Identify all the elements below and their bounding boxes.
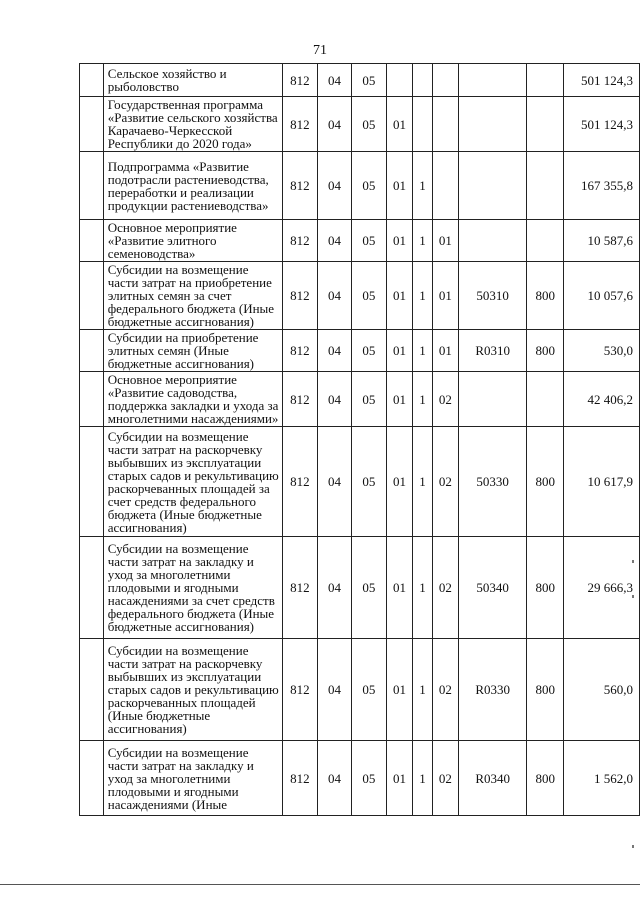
subprogram-code-cell: 1	[413, 537, 432, 639]
subsection-code-cell: 05	[351, 330, 386, 372]
subsection-code-cell: 05	[351, 639, 386, 741]
subsection-code-cell: 05	[351, 152, 386, 220]
event-code-cell	[432, 64, 458, 97]
expense-name-cell: Основное мероприятие «Развитие садоводства, поддержка закладки и ухода за многолетними насаждениями»	[103, 372, 282, 427]
direction-code-cell: R0310	[459, 330, 527, 372]
program-code-cell: 01	[386, 372, 412, 427]
table-row	[80, 639, 640, 741]
expense-type-cell: 800	[527, 537, 564, 639]
expense-name-cell: Субсидии на возмещение части затрат на раскорчевку выбывших из эксплуатации старых садов и рекультивацию раскорчеванных площадей (Иные бюджетные ассигнования)	[103, 639, 282, 741]
expense-type-cell	[527, 152, 564, 220]
section-code-cell: 04	[318, 97, 352, 152]
subprogram-code-cell	[413, 97, 432, 152]
ministry-code-cell: 812	[282, 372, 317, 427]
amount-cell: 167 355,8	[564, 152, 640, 220]
blank-cell	[80, 152, 104, 220]
table-row	[80, 152, 640, 220]
blank-cell	[80, 639, 104, 741]
subprogram-code-cell: 1	[413, 220, 432, 262]
subsection-code-cell: 05	[351, 220, 386, 262]
program-code-cell: 01	[386, 220, 412, 262]
subprogram-code-cell: 1	[413, 330, 432, 372]
expense-type-cell	[527, 220, 564, 262]
subsection-code-cell: 05	[351, 741, 386, 816]
section-code-cell: 04	[318, 741, 352, 816]
direction-code-cell: 50340	[459, 537, 527, 639]
expense-type-cell	[527, 64, 564, 97]
amount-cell: 10 617,9	[564, 427, 640, 537]
expense-name-cell: Субсидии на приобретение элитных семян (Иные бюджетные ассигнования)	[103, 330, 282, 372]
event-code-cell: 01	[432, 220, 458, 262]
amount-cell: 29 666,3	[564, 537, 640, 639]
subprogram-code-cell: 1	[413, 262, 432, 330]
expense-type-cell: 800	[527, 330, 564, 372]
expense-name-cell: Подпрограмма «Развитие подотрасли растениеводства, переработки и реализации продукции растениеводства»	[103, 152, 282, 220]
expense-name-cell: Государственная программа «Развитие сельского хозяйства Карачаево-Черкесской Республики до 2020 года»	[103, 97, 282, 152]
section-code-cell: 04	[318, 427, 352, 537]
subprogram-code-cell: 1	[413, 741, 432, 816]
subsection-code-cell: 05	[351, 64, 386, 97]
table-row	[80, 372, 640, 427]
ministry-code-cell: 812	[282, 427, 317, 537]
amount-cell: 501 124,3	[564, 97, 640, 152]
blank-cell	[80, 220, 104, 262]
event-code-cell: 02	[432, 372, 458, 427]
program-code-cell: 01	[386, 537, 412, 639]
event-code-cell	[432, 97, 458, 152]
subsection-code-cell: 05	[351, 537, 386, 639]
subprogram-code-cell: 1	[413, 152, 432, 220]
program-code-cell: 01	[386, 97, 412, 152]
section-code-cell: 04	[318, 372, 352, 427]
direction-code-cell	[459, 372, 527, 427]
subprogram-code-cell: 1	[413, 639, 432, 741]
scan-edge-line	[0, 884, 640, 885]
expense-type-cell: 800	[527, 427, 564, 537]
section-code-cell: 04	[318, 220, 352, 262]
amount-cell: 10 587,6	[564, 220, 640, 262]
table-row	[80, 427, 640, 537]
page-number: 71	[313, 43, 327, 58]
scan-mark	[632, 560, 634, 563]
expense-name-cell: Основное мероприятие «Развитие элитного семеноводства»	[103, 220, 282, 262]
direction-code-cell	[459, 220, 527, 262]
direction-code-cell: 50330	[459, 427, 527, 537]
blank-cell	[80, 330, 104, 372]
event-code-cell: 01	[432, 262, 458, 330]
amount-cell: 501 124,3	[564, 64, 640, 97]
ministry-code-cell: 812	[282, 220, 317, 262]
table-row	[80, 97, 640, 152]
blank-cell	[80, 372, 104, 427]
direction-code-cell	[459, 97, 527, 152]
ministry-code-cell: 812	[282, 537, 317, 639]
program-code-cell: 01	[386, 639, 412, 741]
scan-mark	[632, 595, 634, 598]
program-code-cell: 01	[386, 741, 412, 816]
section-code-cell: 04	[318, 152, 352, 220]
amount-cell: 1 562,0	[564, 741, 640, 816]
ministry-code-cell: 812	[282, 639, 317, 741]
event-code-cell: 01	[432, 330, 458, 372]
subprogram-code-cell	[413, 64, 432, 97]
program-code-cell: 01	[386, 427, 412, 537]
blank-cell	[80, 64, 104, 97]
section-code-cell: 04	[318, 64, 352, 97]
expense-name-cell: Субсидии на возмещение части затрат на раскорчевку выбывших из эксплуатации старых садов и рекультивацию раскорчеванных площадей за счет средств федерального бюджета (Иные бюджетные ассигнования)	[103, 427, 282, 537]
ministry-code-cell: 812	[282, 330, 317, 372]
ministry-code-cell: 812	[282, 152, 317, 220]
blank-cell	[80, 741, 104, 816]
direction-code-cell	[459, 152, 527, 220]
expense-type-cell: 800	[527, 639, 564, 741]
subprogram-code-cell: 1	[413, 427, 432, 537]
table-row	[80, 741, 640, 816]
program-code-cell: 01	[386, 262, 412, 330]
expense-type-cell	[527, 372, 564, 427]
ministry-code-cell: 812	[282, 741, 317, 816]
subprogram-code-cell: 1	[413, 372, 432, 427]
table-row	[80, 262, 640, 330]
event-code-cell	[432, 152, 458, 220]
program-code-cell: 01	[386, 152, 412, 220]
section-code-cell: 04	[318, 262, 352, 330]
expense-name-cell: Субсидии на возмещение части затрат на закладку и уход за многолетними плодовыми и ягодными насаждениями за счет средств федерального бюджета (Иные бюджетные ассигнования)	[103, 537, 282, 639]
ministry-code-cell: 812	[282, 262, 317, 330]
expense-name-cell: Субсидии на возмещение части затрат на закладку и уход за многолетними плодовыми и ягодными насаждениями (Иные	[103, 741, 282, 816]
event-code-cell: 02	[432, 639, 458, 741]
expense-type-cell: 800	[527, 741, 564, 816]
budget-table	[79, 63, 640, 816]
subsection-code-cell: 05	[351, 262, 386, 330]
subsection-code-cell: 05	[351, 427, 386, 537]
amount-cell: 530,0	[564, 330, 640, 372]
event-code-cell: 02	[432, 537, 458, 639]
scan-mark	[632, 845, 634, 848]
blank-cell	[80, 537, 104, 639]
amount-cell: 42 406,2	[564, 372, 640, 427]
blank-cell	[80, 262, 104, 330]
table-row	[80, 64, 640, 97]
direction-code-cell: 50310	[459, 262, 527, 330]
ministry-code-cell: 812	[282, 64, 317, 97]
expense-type-cell: 800	[527, 262, 564, 330]
section-code-cell: 04	[318, 537, 352, 639]
amount-cell: 560,0	[564, 639, 640, 741]
blank-cell	[80, 97, 104, 152]
section-code-cell: 04	[318, 330, 352, 372]
program-code-cell	[386, 64, 412, 97]
event-code-cell: 02	[432, 741, 458, 816]
section-code-cell: 04	[318, 639, 352, 741]
event-code-cell: 02	[432, 427, 458, 537]
amount-cell: 10 057,6	[564, 262, 640, 330]
expense-name-cell: Сельское хозяйство и рыболовство	[103, 64, 282, 97]
direction-code-cell	[459, 64, 527, 97]
table-row	[80, 220, 640, 262]
direction-code-cell: R0340	[459, 741, 527, 816]
blank-cell	[80, 427, 104, 537]
subsection-code-cell: 05	[351, 372, 386, 427]
subsection-code-cell: 05	[351, 97, 386, 152]
ministry-code-cell: 812	[282, 97, 317, 152]
expense-name-cell: Субсидии на возмещение части затрат на приобретение элитных семян за счет федерального бюджета (Иные бюджетные ассигнования)	[103, 262, 282, 330]
expense-type-cell	[527, 97, 564, 152]
table-row	[80, 537, 640, 639]
program-code-cell: 01	[386, 330, 412, 372]
table-row	[80, 330, 640, 372]
table-body	[80, 64, 640, 816]
direction-code-cell: R0330	[459, 639, 527, 741]
